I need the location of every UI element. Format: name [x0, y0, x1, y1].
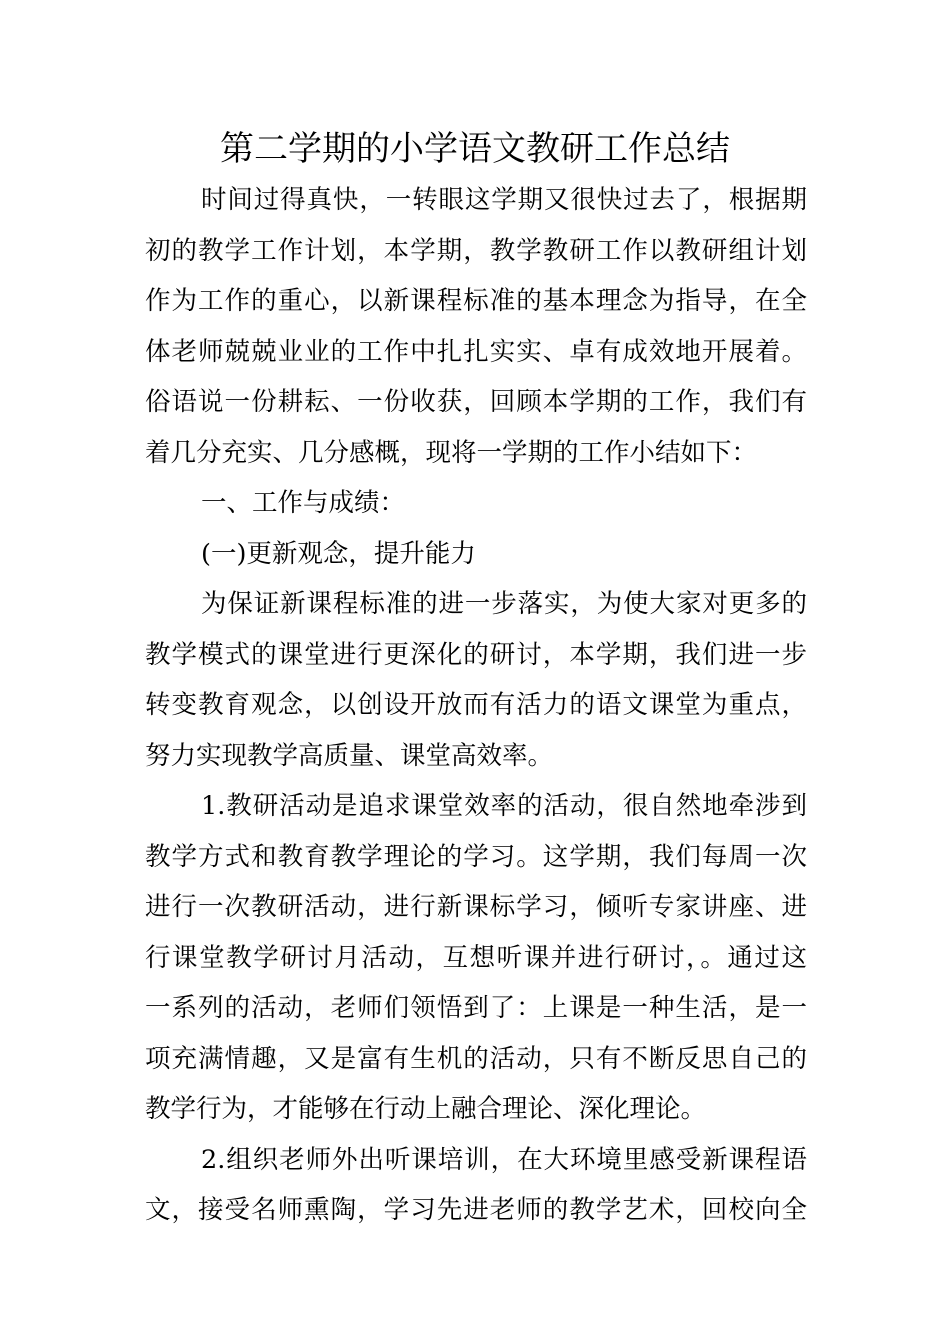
text-line: 1.教研活动是追求课堂效率的活动，很自然地牵涉到: [201, 791, 807, 821]
text-line: 一系列的活动，老师们领悟到了：上课是一种生活，是一: [145, 993, 807, 1023]
text-line: 初的教学工作计划，本学期，教学教研工作以教研组计划: [145, 235, 807, 266]
text-line: 教学方式和教育教学理论的学习。这学期，我们每周一次: [145, 841, 807, 872]
text-line: 行课堂教学研讨月活动，互想听课并进行研讨，。通过这: [145, 942, 807, 973]
text-line: 俗语说一份耕耘、一份收获，回顾本学期的工作，我们有: [145, 387, 807, 417]
text-line: 转变教育观念，以创设开放而有活力的语文课堂为重点，: [145, 690, 807, 720]
text-line: (一)更新观念，提升能力: [201, 538, 476, 569]
document-body: [145, 175, 807, 1236]
text-line: 教学行为，才能够在行动上融合理论、深化理论。: [145, 1094, 707, 1124]
text-line: 努力实现教学高质量、课堂高效率。: [145, 740, 554, 771]
text-line: 一、工作与成绩：: [201, 488, 406, 518]
text-line: 体老师兢兢业业的工作中扎扎实实、卓有成效地开展着。: [145, 336, 807, 367]
text-line: 项充满情趣，又是富有生机的活动，只有不断反思自己的: [145, 1043, 807, 1074]
text-line: 为保证新课程标准的进一步落实，为使大家对更多的: [201, 589, 807, 619]
text-line: 进行一次教研活动，进行新课标学习，倾听专家讲座、进: [145, 892, 807, 922]
text-line: 2.组织老师外出听课培训，在大环境里感受新课程语: [201, 1144, 807, 1175]
text-line: 教学模式的课堂进行更深化的研讨，本学期，我们进一步: [145, 639, 807, 670]
document-title: 第二学期的小学语文教研工作总结: [220, 129, 730, 169]
text-line: 文，接受名师熏陶，学习先进老师的教学艺术，回校向全: [145, 1195, 807, 1225]
text-line: 时间过得真快，一转眼这学期又很快过去了，根据期: [201, 185, 807, 215]
text-line: 着几分充实、几分感概，现将一学期的工作小结如下：: [145, 437, 758, 468]
text-line: 作为工作的重心，以新课程标准的基本理念为指导，在全: [145, 286, 807, 316]
